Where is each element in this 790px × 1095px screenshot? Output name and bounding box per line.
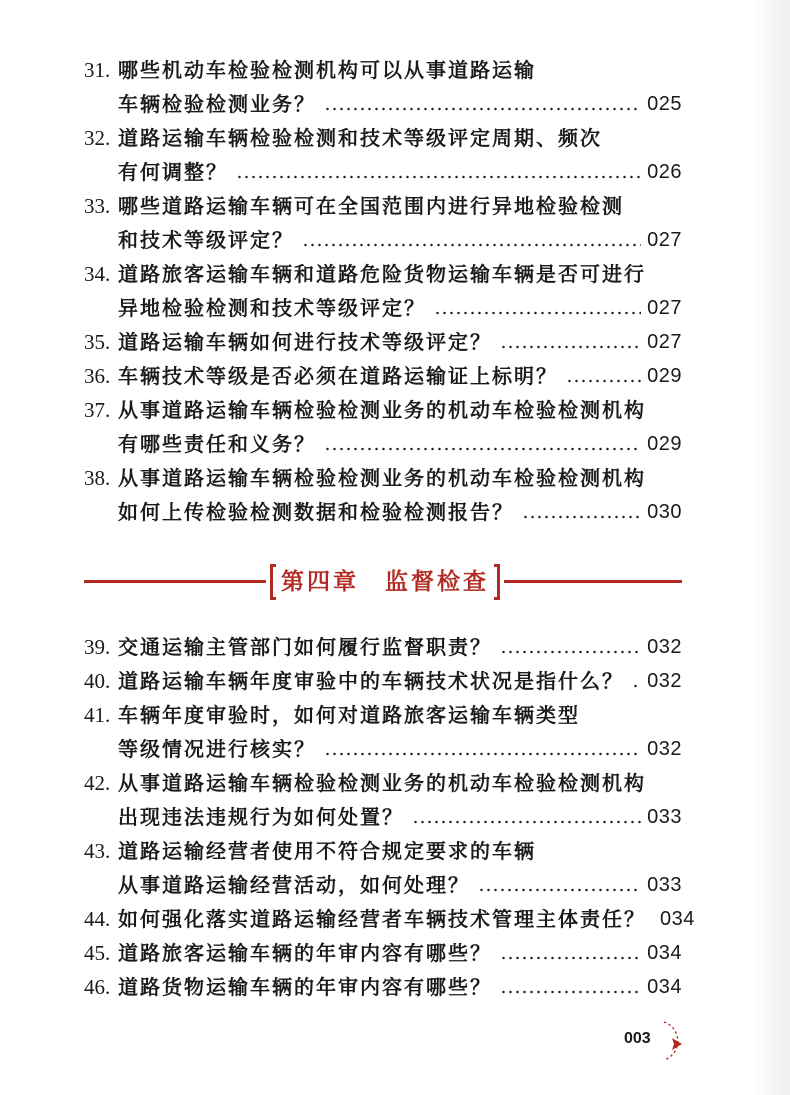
- chapter-bracket-left: [270, 564, 276, 600]
- toc-entry[interactable]: [84, 257, 682, 325]
- entry-title-line: 道路运输车辆检验检测和技术等级评定周期、频次: [118, 126, 602, 150]
- entry-number: 33.: [84, 194, 111, 218]
- toc-entry[interactable]: [84, 461, 682, 529]
- entry-number: 38.: [84, 466, 111, 490]
- toc-entry[interactable]: [84, 766, 682, 834]
- entry-title-line: 出现违法违规行为如何处置？: [118, 805, 404, 829]
- chapter-title: 第四章 监督检查: [281, 569, 489, 595]
- toc-entry[interactable]: [84, 630, 682, 664]
- entry-title-line: 道路旅客运输车辆的年审内容有哪些？: [118, 941, 492, 965]
- leader-dots: [324, 107, 641, 111]
- entry-title-line: 如何强化落实道路运输经营者车辆技术管理主体责任？: [118, 907, 646, 931]
- entry-title-line: 车辆检验检测业务？: [118, 92, 316, 116]
- leader-dots: [324, 447, 641, 451]
- leader-dots: [302, 243, 641, 247]
- entry-title-line: 有哪些责任和义务？: [118, 432, 316, 456]
- entry-title-line: 道路货物运输车辆的年审内容有哪些？: [118, 975, 492, 999]
- entry-page-number: 032: [647, 738, 682, 760]
- toc-entry[interactable]: [84, 393, 682, 461]
- entry-page-number: 026: [647, 161, 682, 183]
- entry-number: 45.: [84, 941, 111, 965]
- entry-number: 41.: [84, 703, 111, 727]
- entry-number: 31.: [84, 58, 111, 82]
- entry-title-line: 道路运输车辆年度审验中的车辆技术状况是指什么？: [118, 669, 624, 693]
- toc-entry[interactable]: [84, 936, 682, 970]
- entry-title-line: 交通运输主管部门如何履行监督职责？: [118, 635, 492, 659]
- leader-dots: [522, 515, 641, 519]
- entry-number: 37.: [84, 398, 111, 422]
- leader-dots: [500, 650, 641, 654]
- page-edge-shadow: [750, 0, 790, 1095]
- toc-entry[interactable]: [84, 359, 682, 393]
- chapter-rule-left: [84, 580, 266, 583]
- chapter-rule-right: [504, 580, 682, 583]
- entry-title-line: 道路运输经营者使用不符合规定要求的车辆: [118, 839, 536, 863]
- leader-dots: [236, 175, 641, 179]
- leader-dots: [566, 379, 641, 383]
- entry-page-number: 025: [647, 93, 682, 115]
- entry-title-line: 哪些道路运输车辆可在全国范围内进行异地检验检测: [118, 194, 624, 218]
- entry-title-line: 从事道路运输车辆检验检测业务的机动车检验检测机构: [118, 771, 646, 795]
- chapter-bracket-right: [494, 564, 500, 600]
- entry-number: 35.: [84, 330, 111, 354]
- entry-number: 39.: [84, 635, 111, 659]
- leader-dots: [478, 888, 641, 892]
- entry-page-number: 029: [647, 433, 682, 455]
- toc-entry[interactable]: [84, 834, 682, 902]
- toc-entry[interactable]: [84, 53, 682, 121]
- entry-page-number: 034: [647, 942, 682, 964]
- toc-entry[interactable]: [84, 189, 682, 257]
- entry-title-line: 车辆年度审验时，如何对道路旅客运输车辆类型: [118, 703, 580, 727]
- entry-number: 46.: [84, 975, 111, 999]
- entry-title-line: 从事道路运输车辆检验检测业务的机动车检验检测机构: [118, 398, 646, 422]
- entry-number: 40.: [84, 669, 111, 693]
- entry-page-number: 029: [647, 365, 682, 387]
- toc-entry[interactable]: [84, 970, 682, 1004]
- entry-title-line: 有何调整？: [118, 160, 228, 184]
- leader-dots: [412, 820, 641, 824]
- entry-title-line: 如何上传检验检测数据和检验检测报告？: [118, 500, 514, 524]
- leader-dots: [500, 990, 641, 994]
- entry-title-line: 道路旅客运输车辆和道路危险货物运输车辆是否可进行: [118, 262, 646, 286]
- entry-number: 43.: [84, 839, 111, 863]
- entry-page-number: 032: [647, 670, 682, 692]
- entry-page-number: 027: [647, 297, 682, 319]
- entry-title-line: 道路运输车辆如何进行技术等级评定？: [118, 330, 492, 354]
- entry-page-number: 034: [647, 976, 682, 998]
- footer-page-number: 003: [624, 1030, 651, 1047]
- toc-entry[interactable]: [84, 664, 682, 698]
- entry-title-line: 从事道路运输车辆检验检测业务的机动车检验检测机构: [118, 466, 646, 490]
- leader-dots: [500, 345, 641, 349]
- entry-number: 36.: [84, 364, 111, 388]
- entry-title-line: 等级情况进行核实？: [118, 737, 316, 761]
- entry-title-line: 从事道路运输经营活动，如何处理？: [118, 873, 470, 897]
- entry-number: 34.: [84, 262, 111, 286]
- leader-dots: [500, 956, 641, 960]
- entry-title-line: 车辆技术等级是否必须在道路运输证上标明？: [118, 364, 558, 388]
- entry-number: 44.: [84, 907, 111, 931]
- leader-dots: [434, 311, 641, 315]
- entry-page-number: 027: [647, 331, 682, 353]
- toc-entry[interactable]: [84, 121, 682, 189]
- toc-entry[interactable]: [84, 325, 682, 359]
- entry-page-number: 033: [647, 806, 682, 828]
- entry-title-line: 异地检验检测和技术等级评定？: [118, 296, 426, 320]
- entry-number: 32.: [84, 126, 111, 150]
- entry-page-number: 032: [647, 636, 682, 658]
- entry-title-line: 和技术等级评定？: [118, 228, 294, 252]
- entry-page-number: 033: [647, 874, 682, 896]
- entry-title-line: 哪些机动车检验检测机构可以从事道路运输: [118, 58, 536, 82]
- entry-page-number: 034: [660, 908, 695, 930]
- chapter-heading[interactable]: [84, 560, 682, 604]
- leader-dots: [324, 752, 641, 756]
- entry-page-number: 027: [647, 229, 682, 251]
- entry-page-number: 030: [647, 501, 682, 523]
- toc-entry[interactable]: [84, 902, 695, 936]
- leader-dots: [632, 684, 641, 688]
- entry-number: 42.: [84, 771, 111, 795]
- toc-entry[interactable]: [84, 698, 682, 766]
